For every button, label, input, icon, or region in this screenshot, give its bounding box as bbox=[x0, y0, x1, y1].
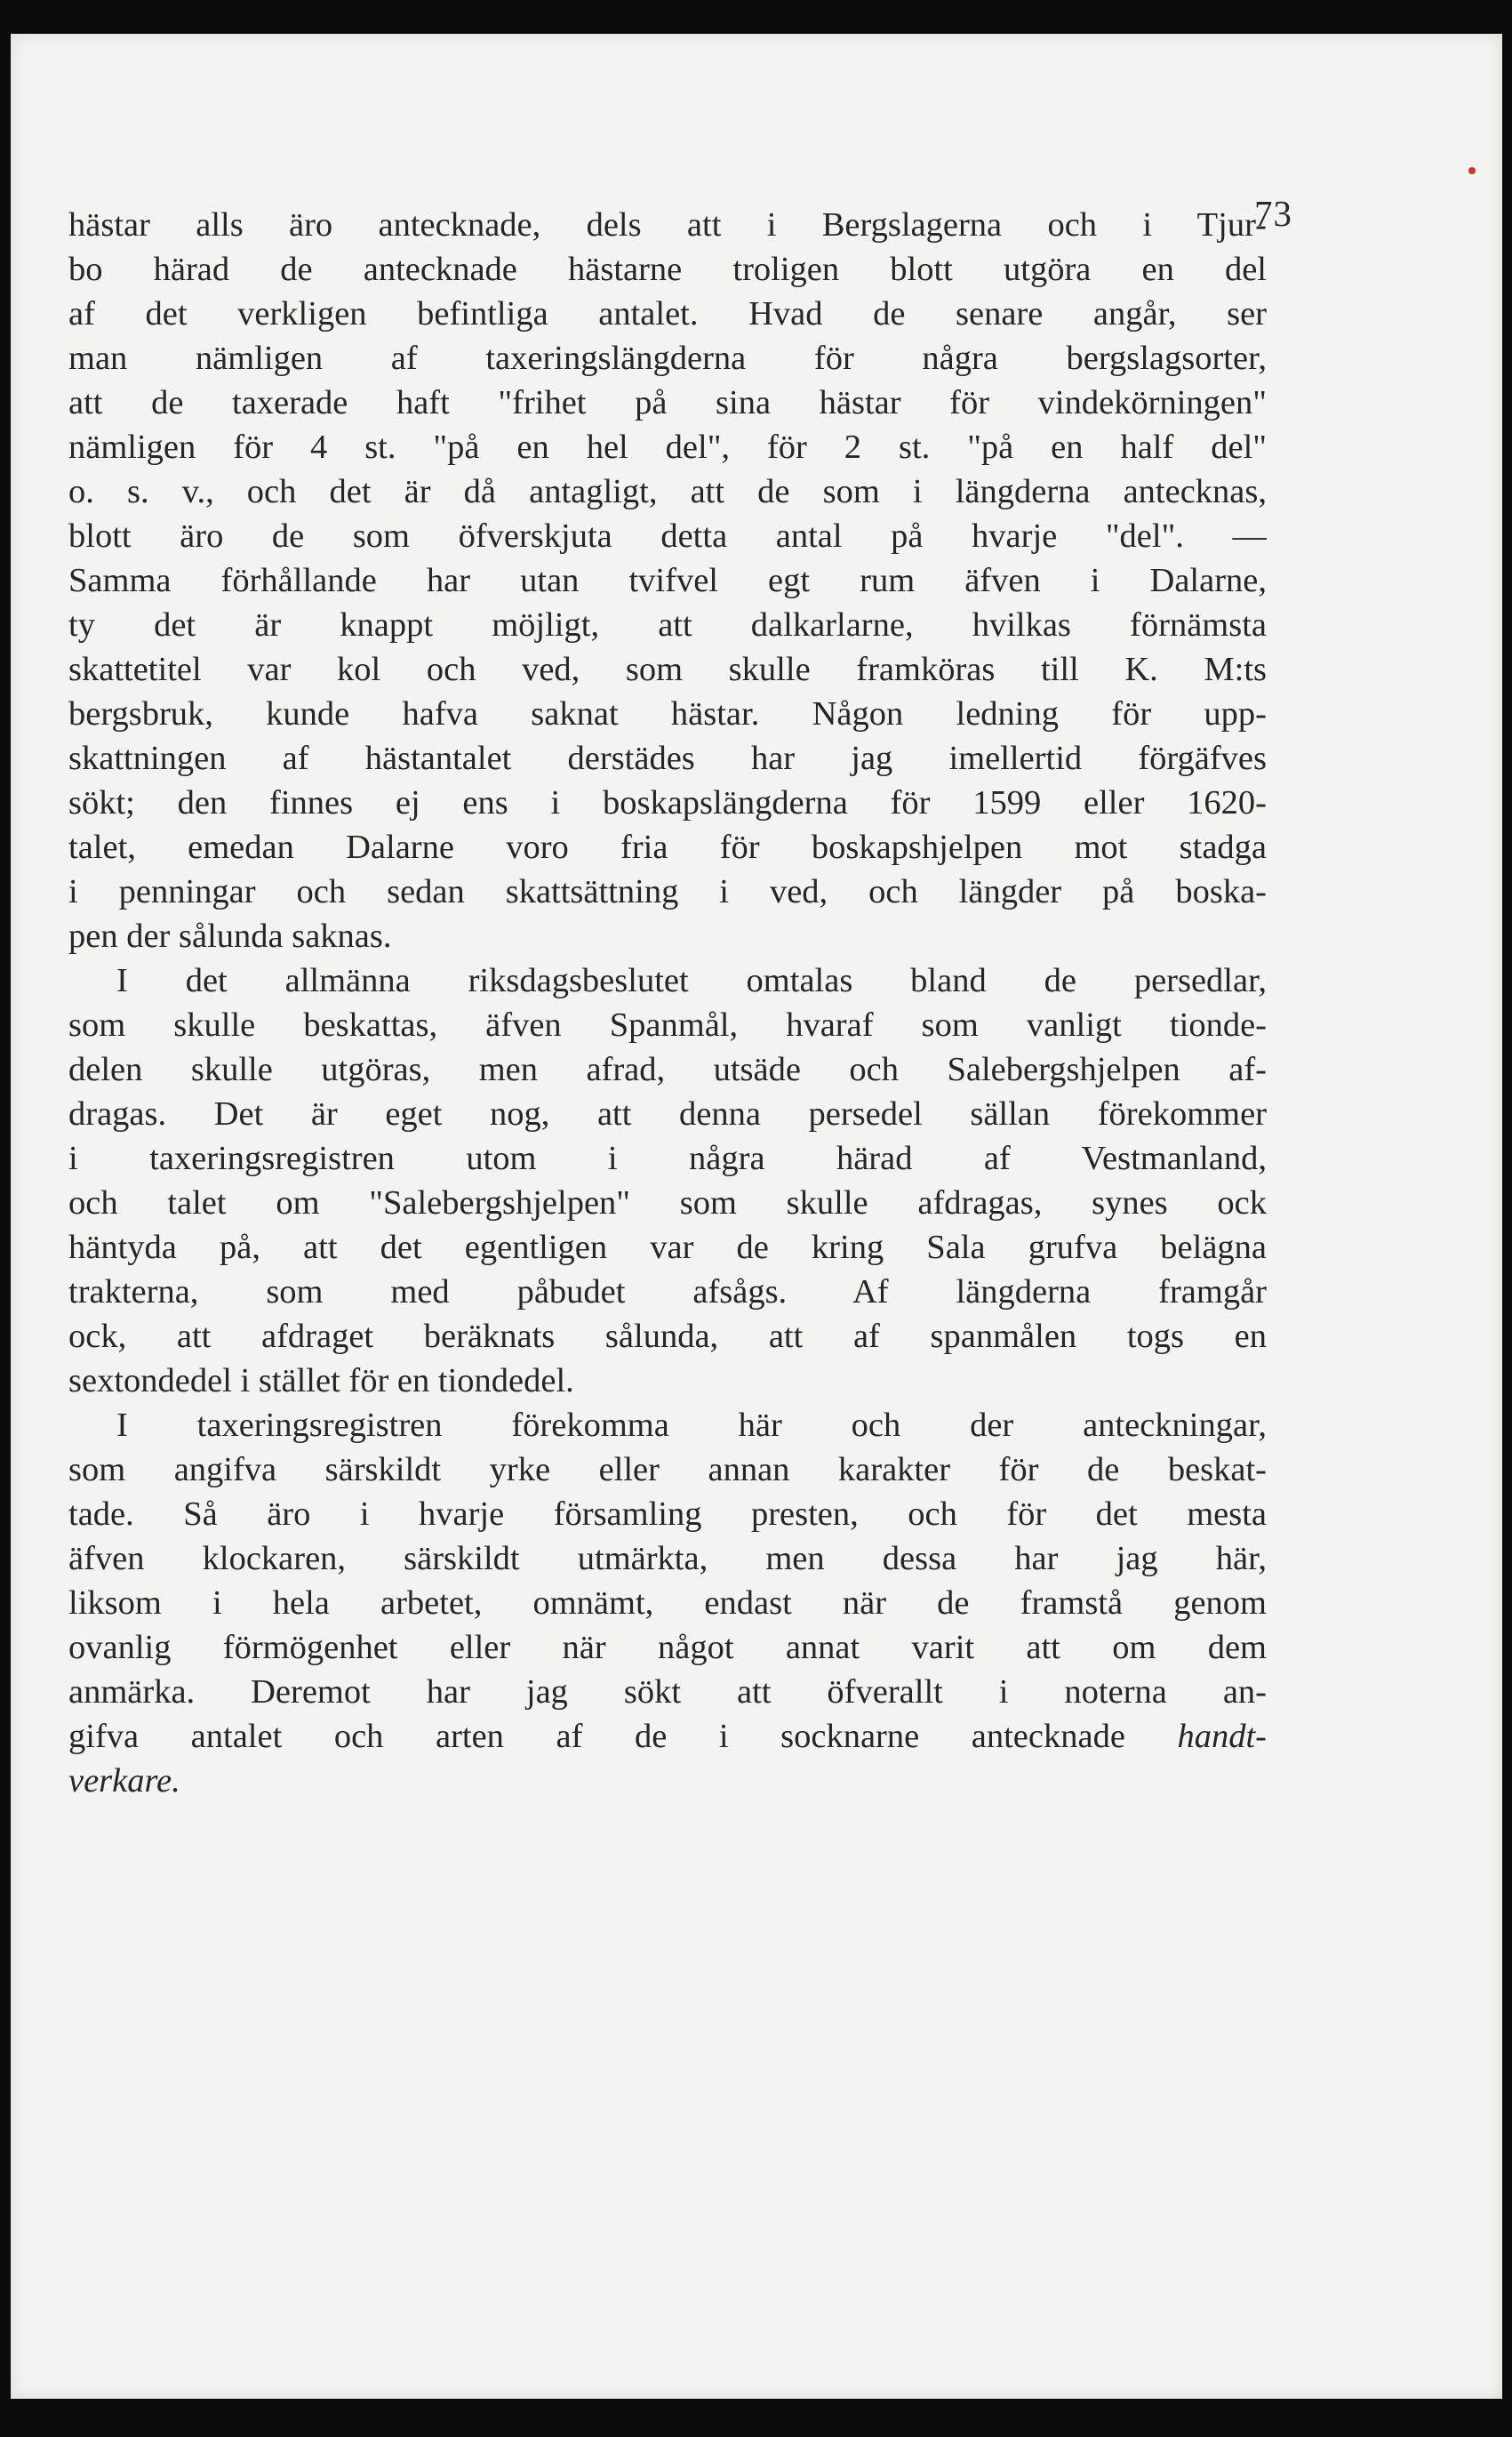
text-line: delen skulle utgöras, men afrad, utsäde och Salebergshjelpen af- bbox=[68, 1051, 1267, 1088]
text-line: i penningar och sedan skattsättning i ved, och längder på boska- bbox=[68, 873, 1267, 910]
text-line: dragas. Det är eget nog, att denna persedel sällan förekommer bbox=[68, 1095, 1267, 1133]
text-line: sextondedel i stället för en tiondedel. bbox=[68, 1362, 574, 1399]
text-line: häntyda på, att det egentligen var de kring Sala grufva belägna bbox=[68, 1229, 1267, 1266]
text-line: hästar alls äro antecknade, dels att i Bergslagerna och i Tjur- bbox=[68, 206, 1267, 244]
text-line: skattetitel var kol och ved, som skulle framköras till K. M:ts bbox=[68, 651, 1267, 688]
text-line: som angifva särskildt yrke eller annan karakter för de beskat- bbox=[68, 1451, 1267, 1488]
text-line: ock, att afdraget beräknats sålunda, att af spanmålen togs en bbox=[68, 1318, 1267, 1355]
text-line: som skulle beskattas, äfven Spanmål, hvaraf som vanligt tionde- bbox=[68, 1006, 1267, 1044]
paragraph-1 bbox=[68, 203, 1267, 958]
text-line: äfven klockaren, särskildt utmärkta, men dessa har jag här, bbox=[68, 1540, 1267, 1577]
text-line: talet, emedan Dalarne voro fria för boskapshjelpen mot stadga bbox=[68, 829, 1267, 866]
text-line: liksom i hela arbetet, omnämt, endast när de framstå genom bbox=[68, 1584, 1267, 1622]
paragraph-3 bbox=[68, 1403, 1267, 1803]
page-number: 73 bbox=[1254, 193, 1292, 234]
text-line: trakterna, som med påbudet afsågs. Af längderna framgår bbox=[68, 1273, 1267, 1311]
text-line: tade. Så äro i hvarje församling presten, och för det mesta bbox=[68, 1495, 1267, 1533]
text-line-with-italic bbox=[68, 1714, 1267, 1759]
text-line: bo härad de antecknade hästarne troligen blott utgöra en del bbox=[68, 251, 1267, 288]
text-line: att de taxerade haft "frihet på sina hästar för vindekörningen" bbox=[68, 384, 1267, 421]
text-line: ovanlig förmögenhet eller när något annat varit att om dem bbox=[68, 1629, 1267, 1666]
text-line: skattningen af hästantalet derstädes har jag imellertid förgäfves bbox=[68, 740, 1267, 777]
paragraph-2 bbox=[68, 958, 1267, 1403]
text-line: I taxeringsregistren förekomma här och der anteckningar, bbox=[116, 1407, 1267, 1444]
text-line: I det allmänna riksdagsbeslutet omtalas bland de persedlar, bbox=[116, 962, 1267, 999]
text-line: blott äro de som öfverskjuta detta antal på hvarje "del". — bbox=[68, 517, 1267, 555]
text-line-italic: verkare. bbox=[68, 1762, 180, 1800]
text-line: anmärka. Deremot har jag sökt att öfverallt i noterna an- bbox=[68, 1673, 1267, 1711]
italic-word: handt- bbox=[1177, 1718, 1267, 1755]
text-line: ty det är knappt möjligt, att dalkarlarne, hvilkas förnämsta bbox=[68, 606, 1267, 644]
text-line: man nämligen af taxeringslängderna för några bergslagsorter, bbox=[68, 340, 1267, 377]
text-line: pen der sålunda saknas. bbox=[68, 918, 392, 955]
text-line: sökt; den finnes ej ens i boskapslängderna för 1599 eller 1620- bbox=[68, 784, 1267, 822]
text-line: i taxeringsregistren utom i några härad af Vestmanland, bbox=[68, 1140, 1267, 1177]
body-text bbox=[68, 203, 1267, 1803]
text-line: Samma förhållande har utan tvifvel egt rum äfven i Dalarne, bbox=[68, 562, 1267, 599]
text-line: nämligen för 4 st. "på en hel del", för 2 st. "på en half del" bbox=[68, 429, 1267, 466]
text-line: af det verkligen befintliga antalet. Hvad de senare angår, ser bbox=[68, 295, 1267, 333]
text-line: o. s. v., och det är då antagligt, att de som i längderna antecknas, bbox=[68, 473, 1267, 510]
text-line: bergsbruk, kunde hafva saknat hästar. Någon ledning för upp- bbox=[68, 695, 1267, 733]
text-line: och talet om "Salebergshjelpen" som skulle afdragas, synes ock bbox=[68, 1184, 1267, 1222]
text-line-prefix: gifva antalet och arten af de i socknarne antecknade bbox=[68, 1718, 1178, 1755]
ink-spot bbox=[1468, 167, 1476, 174]
scan-bottom-edge bbox=[0, 2399, 1512, 2437]
